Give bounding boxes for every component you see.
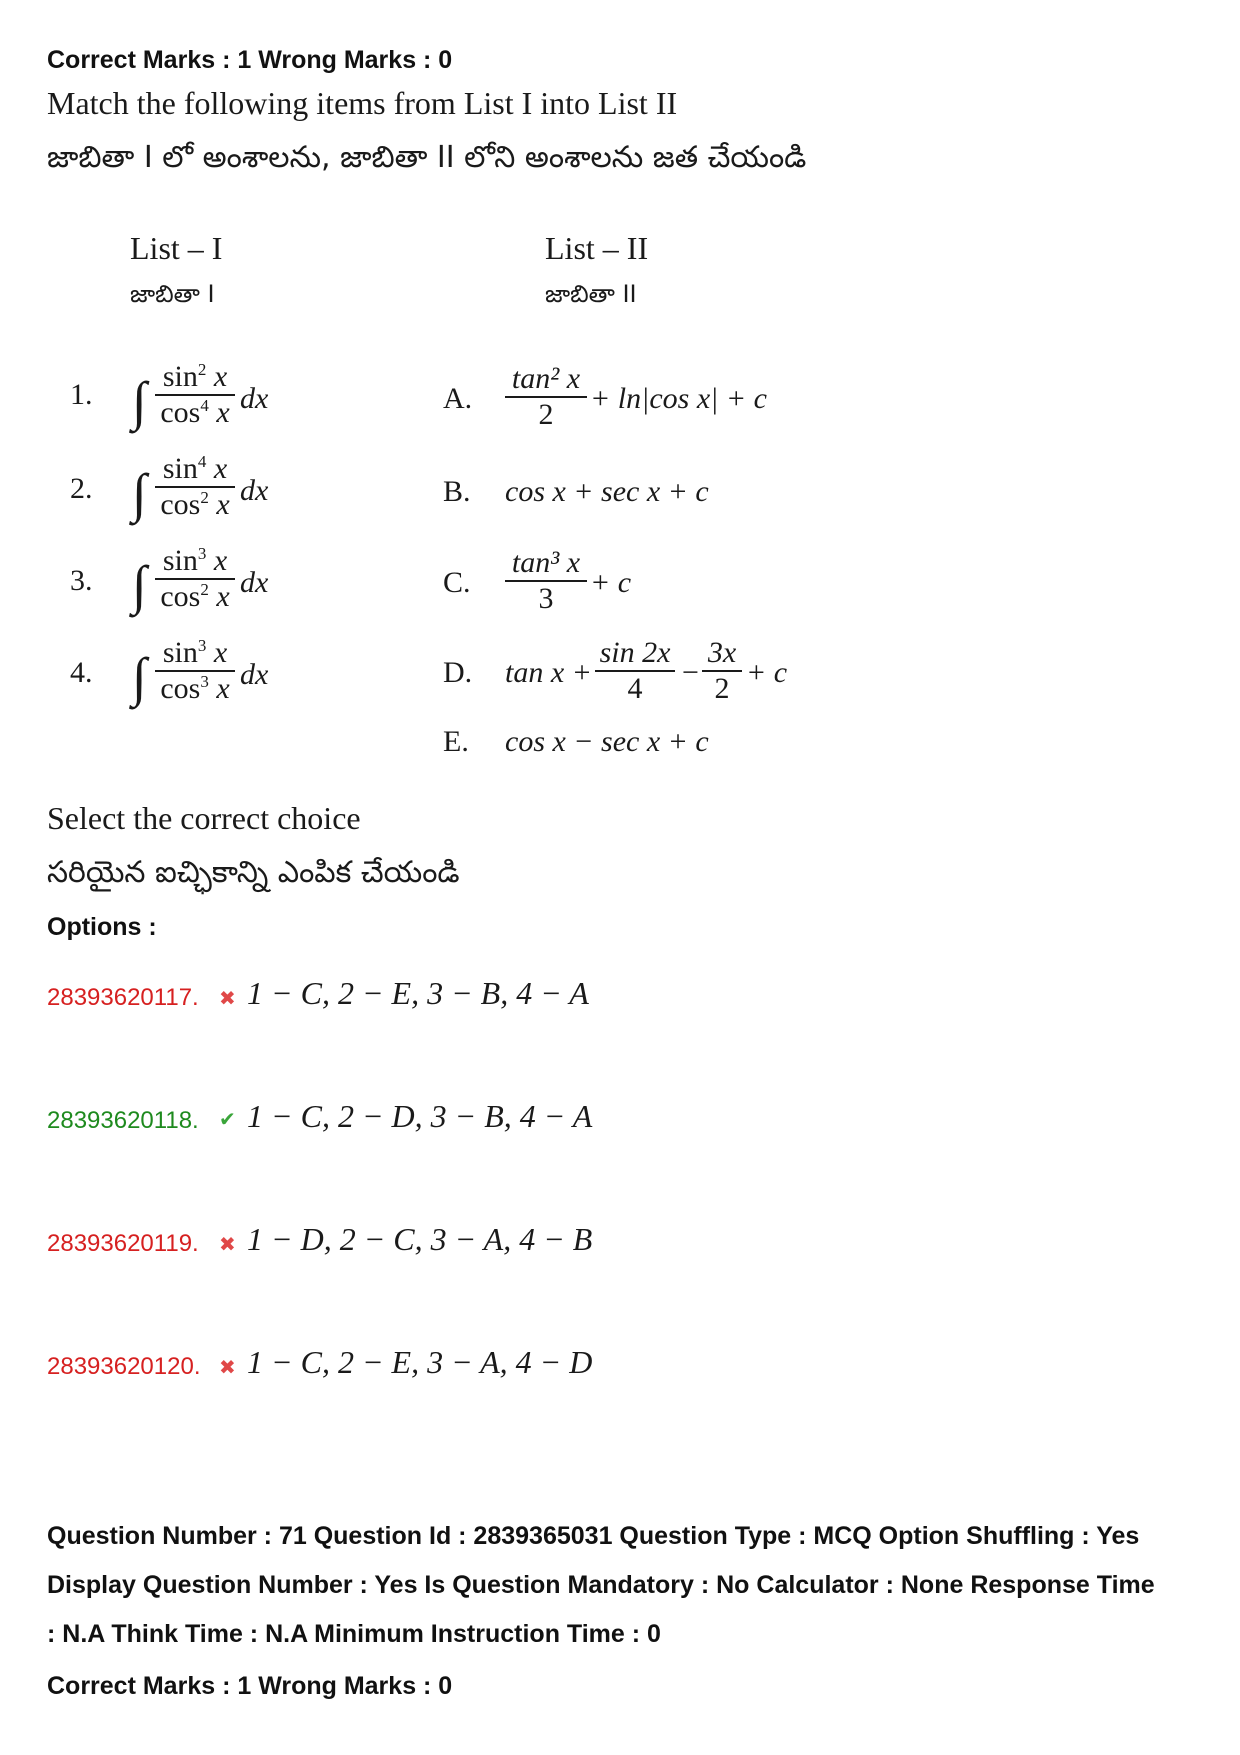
list1-item [0, 636, 450, 726]
question-text-telugu: జాబితా I లో అంశాలను, జాబితా II లోని అంశాలను జత చేయండి [47, 140, 807, 175]
list2-item [440, 636, 860, 726]
expression-rest: + c [590, 566, 632, 599]
option-row[interactable] [47, 1339, 747, 1389]
option-id: 28393620120. [47, 1353, 201, 1380]
differential: dx [240, 566, 269, 599]
item-label: A. [443, 382, 473, 415]
integrand-fraction: $\sin^3 x$ $\cos^2 x$ [155, 544, 235, 614]
question-text: Match the following items from List I into List II [47, 85, 678, 121]
select-prompt: Select the correct choice [47, 800, 361, 836]
differential: dx [240, 382, 269, 415]
item-label: D. [443, 656, 473, 689]
differential: dx [240, 658, 269, 691]
integrand-fraction: $\sin^2 x$ $\cos^4 x$ [155, 360, 235, 430]
question-meta-line2: Display Question Number : Yes Is Question Mandatory : No Calculator : None Response Time [47, 1571, 1155, 1599]
option-answer: 1 − C, 2 − E, 3 − B, 4 − A [247, 975, 589, 1011]
item-number: 2. [70, 472, 93, 505]
expression: cos x − sec x + c [505, 725, 709, 758]
options-label: Options : [47, 913, 157, 941]
expression-minus: − [680, 656, 701, 689]
option-answer: 1 − C, 2 − E, 3 − A, 4 − D [247, 1344, 593, 1380]
expression-fraction: sin 2x 4 [595, 636, 675, 706]
option-answer: 1 − D, 2 − C, 3 − A, 4 − B [247, 1221, 593, 1257]
list2-item [440, 362, 860, 452]
wrong-mark-icon: ✖ [219, 986, 236, 1010]
expression-fraction: tan² x 2 [505, 362, 587, 432]
list2-title-telugu: జాబితా II [545, 280, 637, 308]
integrand-fraction: $\sin^4 x$ $\cos^2 x$ [155, 452, 235, 522]
integral-sign: ∫ [132, 647, 147, 707]
item-label: C. [443, 566, 471, 599]
wrong-mark-icon: ✖ [219, 1355, 236, 1379]
expression-lead: tan x + [505, 656, 592, 689]
list2-item [440, 720, 860, 770]
list2-item [440, 546, 860, 636]
expression-fraction: 3x 2 [702, 636, 742, 706]
item-number: 3. [70, 564, 93, 597]
check-mark-icon: ✔ [219, 1107, 236, 1131]
item-label: E. [443, 725, 469, 758]
list2-item [440, 470, 860, 520]
list1-item [0, 544, 450, 634]
option-id: 28393620119. [47, 1230, 199, 1257]
list1-title: List – I [130, 230, 223, 266]
differential: dx [240, 474, 269, 507]
item-number: 1. [70, 378, 93, 411]
option-row[interactable] [47, 1093, 747, 1143]
expression-fraction: tan³ x 3 [505, 546, 587, 616]
list1-title-telugu: జాబితా I [130, 280, 215, 308]
option-row[interactable] [47, 1216, 747, 1266]
list1-item [0, 452, 450, 542]
list2-title: List – II [545, 230, 649, 266]
integral-sign: ∫ [132, 555, 147, 615]
option-id: 28393620118. [47, 1107, 199, 1134]
select-prompt-telugu: సరియైన ఐచ్ఛికాన్ని ఎంపిక చేయండి [47, 855, 460, 890]
question-meta-line3: : N.A Think Time : N.A Minimum Instruction Time : 0 [47, 1620, 661, 1648]
integral-sign: ∫ [132, 371, 147, 431]
option-row[interactable] [47, 970, 747, 1020]
expression: cos x + sec x + c [505, 475, 709, 508]
integrand-fraction: $\sin^3 x$ $\cos^3 x$ [155, 636, 235, 706]
expression-rest: + c [746, 656, 788, 689]
option-answer: 1 − C, 2 − D, 3 − B, 4 − A [247, 1098, 593, 1134]
correct-marks-footer: Correct Marks : 1 Wrong Marks : 0 [47, 1672, 453, 1700]
correct-marks-header: Correct Marks : 1 Wrong Marks : 0 [47, 46, 453, 74]
option-id: 28393620117. [47, 984, 199, 1011]
expression-rest: + ln|cos x| + c [590, 382, 767, 415]
wrong-mark-icon: ✖ [219, 1232, 236, 1256]
list1-item [0, 360, 450, 450]
question-meta-line1: Question Number : 71 Question Id : 2839365031 Question Type : MCQ Option Shuffling : Yes [47, 1522, 1140, 1550]
item-number: 4. [70, 656, 93, 689]
item-label: B. [443, 475, 471, 508]
integral-sign: ∫ [132, 463, 147, 523]
